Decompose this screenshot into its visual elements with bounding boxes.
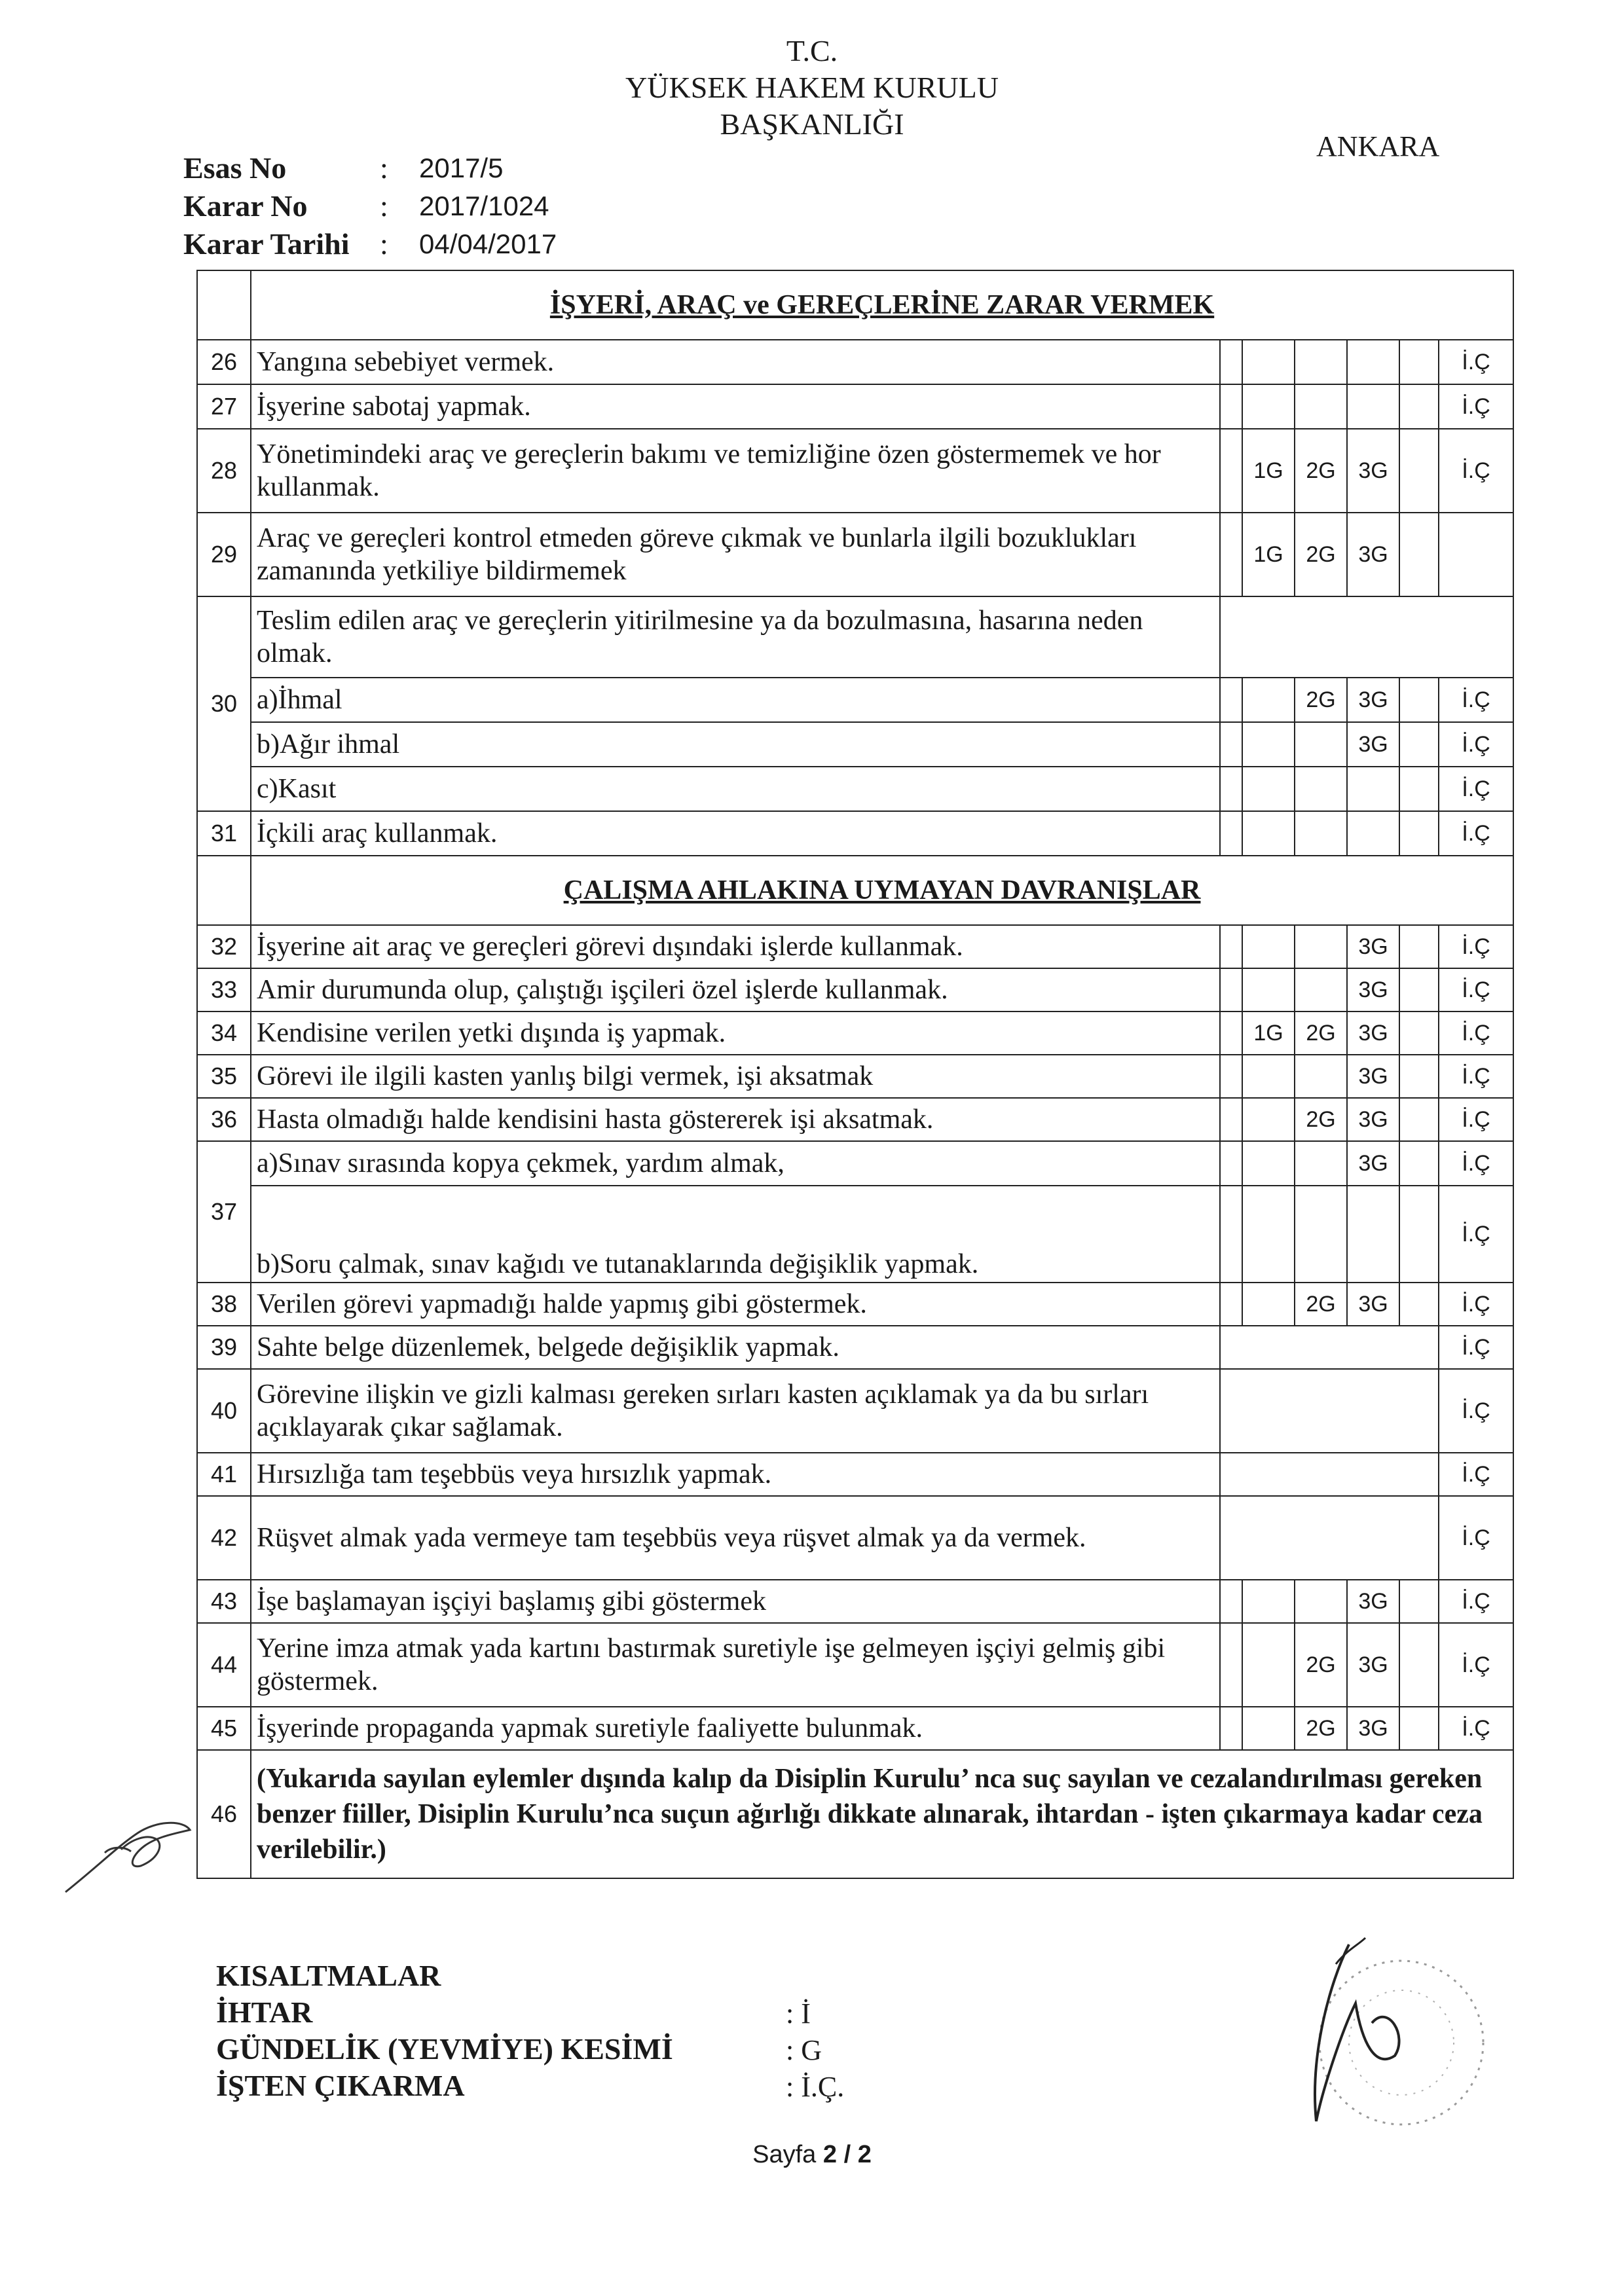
penalty-1g	[1242, 340, 1295, 384]
penalty-2g: 2G	[1295, 513, 1347, 596]
page-total: 2	[857, 2141, 872, 2168]
empty-cell	[1242, 722, 1295, 767]
empty-cell	[1220, 513, 1242, 596]
row-subitem-a: a)İhmal	[251, 678, 1220, 722]
row-text: Görevine ilişkin ve gizli kalması gereken sırları kasten açıklamak ya da bu sırları açıklayarak çıkar sağlamak.	[251, 1369, 1220, 1453]
row-number: 39	[197, 1326, 251, 1369]
empty-cell	[1242, 678, 1295, 722]
empty-cell	[1220, 1098, 1242, 1141]
penalty-2g: 2G	[1295, 1707, 1347, 1750]
penalty-ic: İ.Ç	[1439, 722, 1513, 767]
penalty-3g: 3G	[1347, 1055, 1399, 1098]
empty-cell	[1220, 1453, 1439, 1496]
row-note-general: (Yukarıda sayılan eylemler dışında kalıp da Disiplin Kurulu’ nca suç sayılan ve cezalandırılması gereken benzer fiiller, Disiplin Kurulu’nca suçun ağırlığı dikkate alınarak, ihtardan - işten çıkarmaya kadar ceza verilebilir.)	[251, 1750, 1513, 1878]
row-number: 32	[197, 925, 251, 968]
empty-cell	[1242, 968, 1295, 1011]
table-row	[197, 1055, 1513, 1098]
penalty-3g: 3G	[1347, 1623, 1399, 1707]
empty-cell	[1220, 1326, 1439, 1369]
empty-cell	[1242, 1098, 1295, 1141]
row-number: 27	[197, 384, 251, 429]
penalty-ic: İ.Ç	[1439, 1623, 1513, 1707]
karar-value: 2017/1024	[419, 191, 549, 221]
table-row	[197, 1141, 1513, 1186]
row-number: 36	[197, 1098, 251, 1141]
penalty-2g: 2G	[1295, 429, 1347, 513]
penalty-1g: 1G	[1242, 1011, 1295, 1055]
row-number: 37	[197, 1141, 251, 1283]
penalty-ic: İ.Ç	[1439, 1098, 1513, 1141]
row-text: İçkili araç kullanmak.	[251, 811, 1220, 856]
empty-cell	[1220, 1707, 1242, 1750]
empty-cell	[1399, 1707, 1439, 1750]
row-text: Yerine imza atmak yada kartını bastırmak suretiyle işe gelmeyen işçiyi gelmiş gibi göstermek.	[251, 1623, 1220, 1707]
table-row	[197, 513, 1513, 596]
penalty-1g: 1G	[1242, 513, 1295, 596]
table-row	[197, 811, 1513, 856]
empty-cell	[1295, 1141, 1347, 1186]
empty-cell	[1347, 767, 1399, 811]
empty-cell	[1295, 968, 1347, 1011]
row-number: 35	[197, 1055, 251, 1098]
empty-cell	[1220, 767, 1242, 811]
empty-cell	[1399, 1011, 1439, 1055]
header-tc: T.C.	[786, 34, 838, 67]
empty-cell	[1242, 1186, 1295, 1283]
penalty-3g: 3G	[1347, 1011, 1399, 1055]
table-row	[197, 429, 1513, 513]
penalty-3g	[1347, 340, 1399, 384]
empty-cell	[1242, 1055, 1295, 1098]
penalty-ic: İ.Ç	[1439, 1453, 1513, 1496]
empty-cell	[1220, 1623, 1242, 1707]
row-number: 46	[197, 1750, 251, 1878]
empty-cell	[1220, 811, 1242, 856]
penalty-1g	[1242, 384, 1295, 429]
empty-cell	[1399, 1283, 1439, 1326]
empty-cell	[1242, 767, 1295, 811]
empty-cell	[1220, 340, 1242, 384]
penalty-3g: 3G	[1347, 1580, 1399, 1623]
abbreviations-values	[786, 1995, 844, 2105]
empty-cell	[1220, 722, 1242, 767]
esas-label: Esas No	[183, 151, 287, 185]
penalty-ic: İ.Ç	[1439, 1326, 1513, 1369]
table-row	[197, 1369, 1513, 1453]
row-text: Kendisine verilen yetki dışında iş yapmak.	[251, 1011, 1220, 1055]
empty-cell	[1220, 429, 1242, 513]
empty-cell	[1242, 1707, 1295, 1750]
empty-cell	[1242, 925, 1295, 968]
penalty-2g: 2G	[1295, 1623, 1347, 1707]
row-text: Teslim edilen araç ve gereçlerin yitirilmesine ya da bozulmasına, hasarına neden olmak.	[251, 596, 1220, 678]
empty-cell	[1399, 722, 1439, 767]
penalty-3g: 3G	[1347, 429, 1399, 513]
karar-label: Karar No	[183, 189, 308, 223]
tarih-label: Karar Tarihi	[183, 227, 350, 261]
row-text: Araç ve gereçleri kontrol etmeden göreve çıkmak ve bunlarla ilgili bozuklukları zamanında yetkiliye bildirmemek	[251, 513, 1220, 596]
empty-cell	[1399, 1055, 1439, 1098]
separator: :	[380, 189, 388, 223]
empty-cell	[1220, 1055, 1242, 1098]
penalty-2g	[1295, 340, 1347, 384]
empty-cell	[1295, 1580, 1347, 1623]
empty-cell	[1399, 340, 1439, 384]
row-number: 26	[197, 340, 251, 384]
penalty-3g: 3G	[1347, 722, 1399, 767]
penalty-ic: İ.Ç	[1439, 811, 1513, 856]
abbr-value-isten-cikarma: : İ.Ç.	[786, 2071, 845, 2103]
row-number: 42	[197, 1496, 251, 1580]
row-text: Rüşvet almak yada vermeye tam teşebbüs veya rüşvet almak ya da vermek.	[251, 1496, 1220, 1580]
row-number: 28	[197, 429, 251, 513]
row-number: 38	[197, 1283, 251, 1326]
penalty-3g: 3G	[1347, 1283, 1399, 1326]
penalty-ic: İ.Ç	[1439, 968, 1513, 1011]
penalty-1g: 1G	[1242, 429, 1295, 513]
row-text: İşyerinde propaganda yapmak suretiyle faaliyette bulunmak.	[251, 1707, 1220, 1750]
table-row	[197, 1707, 1513, 1750]
row-text: Hasta olmadığı halde kendisini hasta göstererek işi aksatmak.	[251, 1098, 1220, 1141]
header-org: YÜKSEK HAKEM KURULU	[625, 71, 999, 104]
penalty-ic: İ.Ç	[1439, 1186, 1513, 1283]
empty-cell	[1220, 968, 1242, 1011]
row-text: İşyerine ait araç ve gereçleri görevi dışındaki işlerde kullanmak.	[251, 925, 1220, 968]
empty-cell	[1295, 767, 1347, 811]
header-dept: BAŞKANLIĞI	[720, 107, 904, 141]
penalty-2g: 2G	[1295, 1283, 1347, 1326]
table-row	[197, 1326, 1513, 1369]
penalty-3g: 3G	[1347, 1141, 1399, 1186]
penalty-ic: İ.Ç	[1439, 925, 1513, 968]
penalty-3g: 3G	[1347, 678, 1399, 722]
table-row	[197, 1453, 1513, 1496]
empty-cell	[1399, 811, 1439, 856]
empty-cell	[1220, 596, 1513, 678]
abbreviations-title: KISALTMALAR	[216, 1959, 441, 1992]
row-number: 43	[197, 1580, 251, 1623]
initials-signature-icon	[59, 1807, 203, 1899]
empty-cell	[1399, 925, 1439, 968]
penalty-3g: 3G	[1347, 1707, 1399, 1750]
empty-cell	[1399, 678, 1439, 722]
empty-cell	[1399, 384, 1439, 429]
penalty-2g: 2G	[1295, 1011, 1347, 1055]
section-title-damage: İŞYERİ, ARAÇ ve GEREÇLERİNE ZARAR VERMEK	[251, 270, 1513, 340]
penalty-ic: İ.Ç	[1439, 767, 1513, 811]
penalty-ic: İ.Ç	[1439, 1055, 1513, 1098]
empty-cell	[1220, 1141, 1242, 1186]
table-row	[197, 1623, 1513, 1707]
penalty-3g: 3G	[1347, 513, 1399, 596]
empty-cell	[1220, 1011, 1242, 1055]
penalty-ic: İ.Ç	[1439, 1580, 1513, 1623]
penalty-ic: İ.Ç	[1439, 1011, 1513, 1055]
table-row	[197, 1011, 1513, 1055]
empty-cell	[1295, 811, 1347, 856]
table-row	[197, 1750, 1513, 1878]
row-subitem-c: c)Kasıt	[251, 767, 1220, 811]
empty-cell	[1220, 1580, 1242, 1623]
penalty-ic: İ.Ç	[1439, 678, 1513, 722]
penalty-ic: İ.Ç	[1439, 1369, 1513, 1453]
table-row	[197, 340, 1513, 384]
table-row	[197, 1186, 1513, 1283]
empty-cell	[1295, 722, 1347, 767]
row-number: 44	[197, 1623, 251, 1707]
row-number: 34	[197, 1011, 251, 1055]
empty-cell	[1220, 1496, 1439, 1580]
penalty-ic: İ.Ç	[1439, 1283, 1513, 1326]
empty-cell	[1242, 811, 1295, 856]
table-row	[197, 596, 1513, 678]
page-current: 2	[822, 2141, 838, 2168]
empty-cell	[1220, 678, 1242, 722]
abbr-value-gundelik: : G	[786, 2034, 822, 2066]
case-meta	[183, 149, 557, 263]
row-text: İşe başlamayan işçiyi başlamış gibi göstermek	[251, 1580, 1220, 1623]
page-separator: /	[837, 2141, 858, 2168]
empty-cell	[1399, 968, 1439, 1011]
empty-cell	[1220, 1369, 1439, 1453]
table-row	[197, 767, 1513, 811]
row-number: 30	[197, 596, 251, 811]
penalty-ic	[1439, 513, 1513, 596]
row-number: 33	[197, 968, 251, 1011]
section-title-ethics: ÇALIŞMA AHLAKINA UYMAYAN DAVRANIŞLAR	[251, 856, 1513, 925]
empty-cell	[197, 856, 251, 925]
empty-cell	[1242, 1283, 1295, 1326]
row-text: Amir durumunda olup, çalıştığı işçileri özel işlerde kullanmak.	[251, 968, 1220, 1011]
abbr-label-gundelik: GÜNDELİK (YEVMİYE) KESİMİ	[216, 2032, 673, 2066]
tarih-value: 04/04/2017	[419, 228, 557, 259]
row-number: 40	[197, 1369, 251, 1453]
row-number: 29	[197, 513, 251, 596]
empty-cell	[197, 270, 251, 340]
empty-cell	[1220, 384, 1242, 429]
penalty-3g	[1347, 384, 1399, 429]
abbr-label-ihtar: İHTAR	[216, 1995, 313, 2029]
penalty-2g: 2G	[1295, 1098, 1347, 1141]
row-number: 45	[197, 1707, 251, 1750]
empty-cell	[1220, 1186, 1242, 1283]
empty-cell	[1399, 1623, 1439, 1707]
empty-cell	[1399, 1141, 1439, 1186]
row-number: 31	[197, 811, 251, 856]
empty-cell	[1295, 1055, 1347, 1098]
row-text: İşyerine sabotaj yapmak.	[251, 384, 1220, 429]
abbreviations-block	[216, 1958, 673, 2104]
official-stamp-signature-icon	[1231, 1925, 1506, 2141]
penalty-ic: İ.Ç	[1439, 340, 1513, 384]
section-row	[197, 856, 1513, 925]
row-number: 41	[197, 1453, 251, 1496]
row-subitem-a: a)Sınav sırasında kopya çekmek, yardım almak,	[251, 1141, 1220, 1186]
penalty-table	[196, 270, 1514, 1879]
empty-cell	[1242, 1580, 1295, 1623]
table-row	[197, 384, 1513, 429]
table-row	[197, 1496, 1513, 1580]
row-text: Sahte belge düzenlemek, belgede değişiklik yapmak.	[251, 1326, 1220, 1369]
penalty-3g: 3G	[1347, 968, 1399, 1011]
section-row	[197, 270, 1513, 340]
penalty-2g	[1295, 384, 1347, 429]
penalty-ic: İ.Ç	[1439, 1141, 1513, 1186]
penalty-2g: 2G	[1295, 678, 1347, 722]
row-text: Yangına sebebiyet vermek.	[251, 340, 1220, 384]
penalty-3g: 3G	[1347, 925, 1399, 968]
table-row	[197, 968, 1513, 1011]
empty-cell	[1399, 767, 1439, 811]
esas-value: 2017/5	[419, 153, 504, 183]
empty-cell	[1295, 1186, 1347, 1283]
penalty-ic: İ.Ç	[1439, 384, 1513, 429]
penalty-ic: İ.Ç	[1439, 429, 1513, 513]
abbr-label-isten-cikarma: İŞTEN ÇIKARMA	[216, 2069, 465, 2102]
abbr-value-ihtar: : İ	[786, 1997, 811, 2030]
penalty-3g: 3G	[1347, 1098, 1399, 1141]
table-row	[197, 678, 1513, 722]
row-subitem-b: b)Soru çalmak, sınav kağıdı ve tutanaklarında değişiklik yapmak.	[251, 1186, 1220, 1283]
row-text: Yönetimindeki araç ve gereçlerin bakımı ve temizliğine özen göstermemek ve hor kullanmak.	[251, 429, 1220, 513]
empty-cell	[1242, 1623, 1295, 1707]
separator: :	[380, 151, 388, 185]
empty-cell	[1220, 1283, 1242, 1326]
empty-cell	[1242, 1141, 1295, 1186]
empty-cell	[1347, 811, 1399, 856]
table-row	[197, 722, 1513, 767]
row-text: Görevi ile ilgili kasten yanlış bilgi vermek, işi aksatmak	[251, 1055, 1220, 1098]
city-label: ANKARA	[1316, 130, 1440, 162]
page-prefix: Sayfa	[752, 2141, 823, 2168]
page-number	[0, 2141, 1624, 2169]
row-text: Hırsızlığa tam teşebbüs veya hırsızlık yapmak.	[251, 1453, 1220, 1496]
row-subitem-b: b)Ağır ihmal	[251, 722, 1220, 767]
penalty-ic: İ.Ç	[1439, 1707, 1513, 1750]
empty-cell	[1399, 1186, 1439, 1283]
table-row	[197, 1283, 1513, 1326]
empty-cell	[1295, 925, 1347, 968]
empty-cell	[1399, 513, 1439, 596]
empty-cell	[1399, 1098, 1439, 1141]
table-row	[197, 1580, 1513, 1623]
table-row	[197, 925, 1513, 968]
empty-cell	[1347, 1186, 1399, 1283]
empty-cell	[1399, 429, 1439, 513]
empty-cell	[1220, 925, 1242, 968]
separator: :	[380, 227, 388, 261]
empty-cell	[1399, 1580, 1439, 1623]
table-row	[197, 1098, 1513, 1141]
row-text: Verilen görevi yapmadığı halde yapmış gibi göstermek.	[251, 1283, 1220, 1326]
penalty-ic: İ.Ç	[1439, 1496, 1513, 1580]
